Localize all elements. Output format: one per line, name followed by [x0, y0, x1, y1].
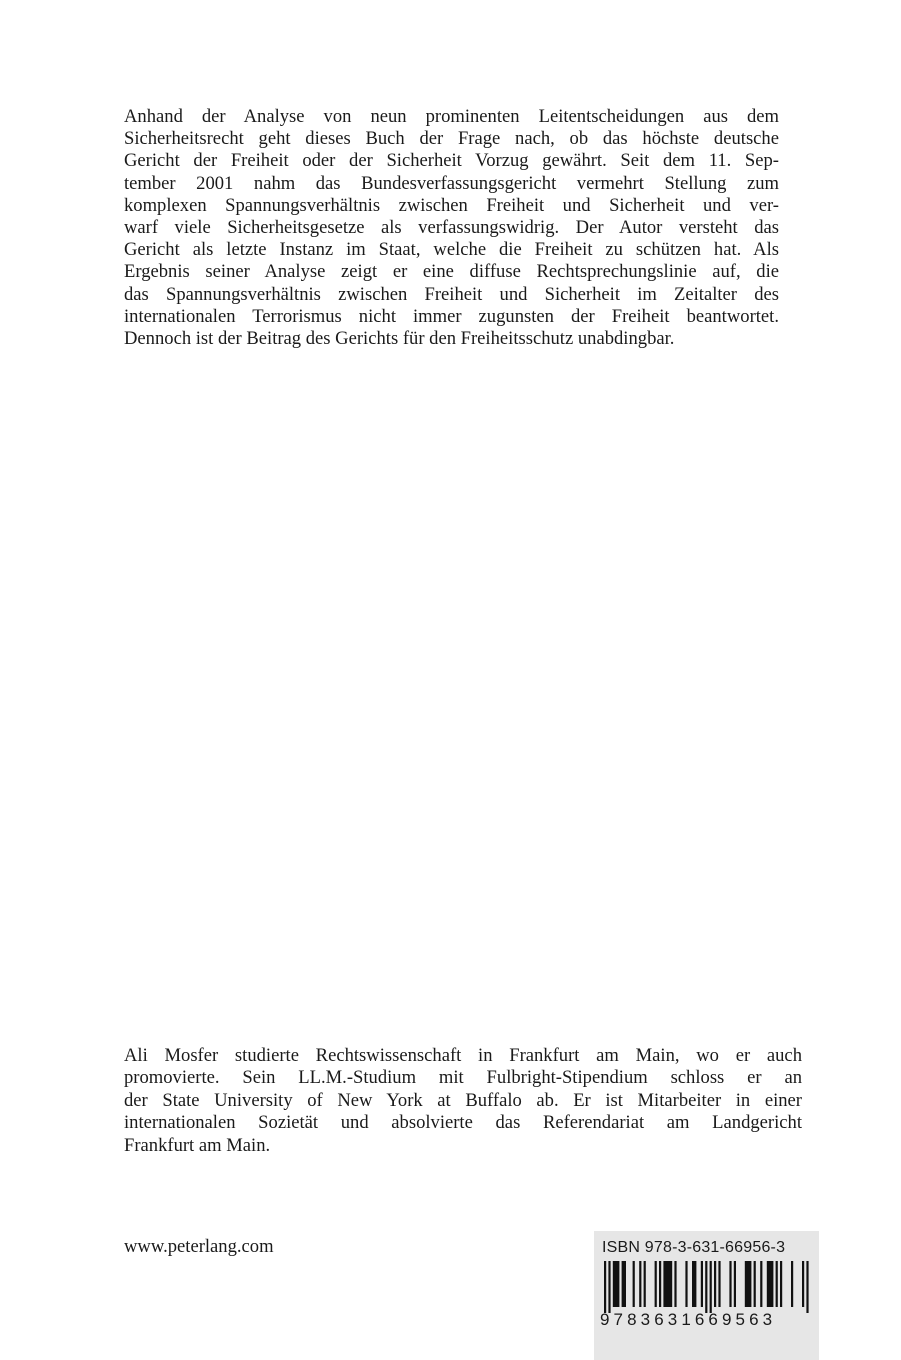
barcode-bar — [674, 1261, 676, 1307]
author-bio-line: Frankfurt am Main. — [124, 1134, 271, 1156]
blurb-text — [124, 106, 779, 350]
barcode-bar — [692, 1261, 696, 1307]
barcode-bar — [734, 1261, 736, 1307]
barcode-guard-bar — [705, 1261, 707, 1313]
blurb-line: warf viele Sicherheitsgesetze als verfassungswidrig. Der Autor versteht das — [124, 217, 779, 239]
author-bio-line: der State University of New York at Buffalo ab. Er ist Mitarbeiter in einer — [124, 1089, 802, 1111]
barcode-bar — [633, 1261, 635, 1307]
blurb-line: Dennoch ist der Beitrag des Gerichts für den Freiheitsschutz unabdingbar. — [124, 328, 675, 350]
barcode-bar — [613, 1261, 620, 1307]
blurb-line: Sicherheitsrecht geht dieses Buch der Frage nach, ob das höchste deutsche — [124, 128, 779, 150]
barcode-bar — [802, 1261, 804, 1307]
barcode-bar — [718, 1261, 720, 1307]
barcode-bar — [791, 1261, 793, 1307]
barcode-bar — [754, 1261, 756, 1307]
barcode-bar — [767, 1261, 774, 1307]
barcode-guard-bar — [604, 1261, 606, 1313]
isbn-label: ISBN 978-3-631-66956-3 — [602, 1239, 786, 1256]
barcode-bar — [714, 1261, 716, 1307]
publisher-website: www.peterlang.com — [124, 1236, 274, 1257]
author-bio — [124, 1045, 802, 1157]
barcode-bar — [729, 1261, 731, 1307]
barcode-bar — [639, 1261, 641, 1307]
barcode-guard-bar — [710, 1261, 712, 1313]
barcode-bar — [776, 1261, 778, 1307]
barcode-guard-bar — [608, 1261, 610, 1313]
blurb-line: Ergebnis seiner Analyse zeigt er eine diffuse Rechtsprechungslinie auf, die — [124, 261, 779, 283]
barcode-bar — [644, 1261, 646, 1307]
barcode-guard-bar — [806, 1261, 808, 1313]
author-bio-line: promovierte. Sein LL.M.-Studium mit Fulbright-Stipendium schloss er an — [124, 1067, 802, 1089]
author-bio-line: Ali Mosfer studierte Rechtswissenschaft in Frankfurt am Main, wo er auch — [124, 1045, 802, 1066]
barcode-bar — [745, 1261, 752, 1307]
barcode-bar — [659, 1261, 661, 1307]
barcode-bar — [622, 1261, 626, 1307]
isbn-barcode-panel — [594, 1231, 819, 1360]
author-bio-line: internationalen Sozietät und absolvierte das Referendariat am Landgericht — [124, 1112, 802, 1134]
blurb-line: komplexen Spannungsverhältnis zwischen Freiheit und Sicherheit und ver- — [124, 194, 779, 216]
blurb-line: internationalen Terrorismus nicht immer zugunsten der Freiheit beantwortet. — [124, 305, 779, 327]
barcode-bar — [685, 1261, 687, 1307]
barcode-digits: 9783631669563 — [600, 1310, 777, 1329]
blurb-line: tember 2001 nahm das Bundesverfassungsgericht vermehrt Stellung zum — [124, 172, 779, 194]
barcode-bar — [663, 1261, 672, 1307]
barcode-image — [602, 1261, 810, 1313]
blurb-line: Gericht als letzte Instanz im Staat, welche die Freiheit zu schützen hat. Als — [124, 239, 779, 261]
barcode-bar — [655, 1261, 657, 1307]
barcode-bar — [780, 1261, 782, 1307]
barcode-bar — [701, 1261, 703, 1307]
barcode-bar — [760, 1261, 762, 1307]
blurb-line: Gericht der Freiheit oder der Sicherheit Vorzug gewährt. Seit dem 11. Sep- — [124, 150, 779, 172]
blurb-line: das Spannungsverhältnis zwischen Freiheit und Sicherheit im Zeitalter des — [124, 283, 779, 305]
blurb-line: Anhand der Analyse von neun prominenten Leitentscheidungen aus dem — [124, 106, 779, 127]
